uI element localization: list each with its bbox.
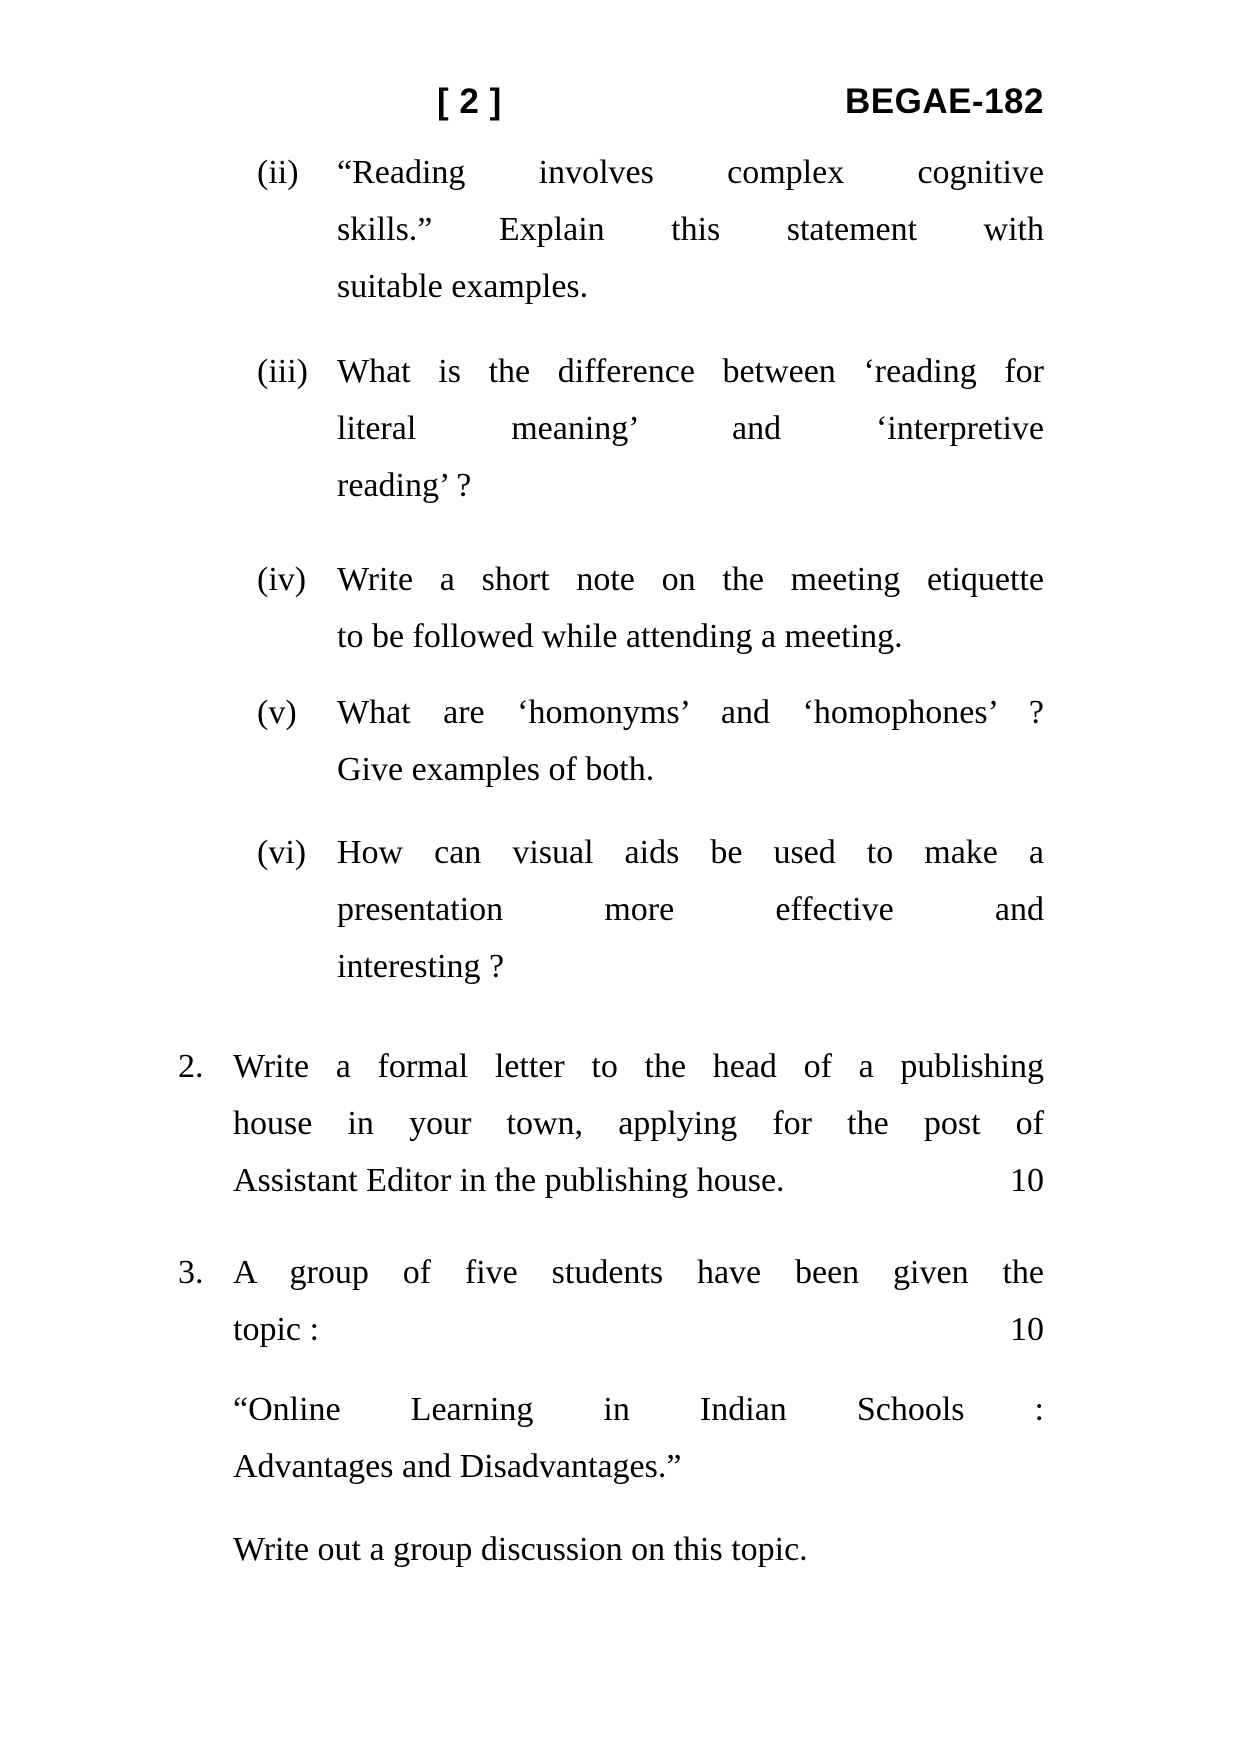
- closing-instruction: [233, 1521, 1044, 1578]
- question-line: presentation more effective and: [337, 891, 1044, 928]
- marks-value: 10: [1010, 1311, 1044, 1348]
- subquestion-text: [337, 824, 1044, 995]
- discussion-topic-quote: [233, 1381, 1044, 1495]
- question-line: to be followed while attending a meeting.: [337, 618, 903, 655]
- question-line: topic :: [233, 1311, 319, 1348]
- question-line: literal meaning’ and ‘interpretive: [337, 410, 1044, 447]
- question-number: 2.: [178, 1048, 204, 1085]
- subquestion-ii: [257, 144, 1044, 315]
- subquestion-marker: (iv): [257, 561, 307, 598]
- question-line: skills.” Explain this statement with: [337, 211, 1044, 248]
- topic-line: Advantages and Disadvantages.”: [233, 1448, 682, 1485]
- page-number: [ 2 ]: [437, 82, 502, 121]
- question-text: [233, 1038, 1044, 1209]
- question-line: Give examples of both.: [337, 751, 655, 788]
- instruction-line: Write out a group discussion on this topic.: [233, 1531, 808, 1568]
- question-number: 3.: [178, 1254, 204, 1291]
- subquestion-iii: [257, 343, 1044, 514]
- question-line: How can visual aids be used to make a: [337, 834, 1044, 871]
- question-line: A group of five students have been given the: [233, 1254, 1044, 1291]
- question-text: [233, 1244, 1044, 1358]
- subquestion-marker: (ii): [257, 154, 299, 191]
- question-line: Write a short note on the meeting etiquette: [337, 561, 1044, 598]
- question-line: house in your town, applying for the post of: [233, 1105, 1044, 1142]
- question-line: What is the difference between ‘reading for: [337, 353, 1044, 390]
- subquestion-marker: (vi): [257, 834, 307, 871]
- subquestion-iv: [257, 551, 1044, 665]
- question-line: interesting ?: [337, 948, 505, 985]
- subquestion-v: [257, 684, 1044, 798]
- subquestion-marker: (iii): [257, 353, 308, 390]
- marks-value: 10: [1010, 1162, 1044, 1199]
- question-line: “Reading involves complex cognitive: [337, 154, 1044, 191]
- subquestion-marker: (v): [257, 694, 297, 731]
- subquestion-vi: [257, 824, 1044, 995]
- subquestion-text: [337, 551, 1044, 665]
- topic-line: “Online Learning in Indian Schools :: [233, 1391, 1044, 1428]
- question-line: What are ‘homonyms’ and ‘homophones’ ?: [337, 694, 1044, 731]
- question-line: Assistant Editor in the publishing house.: [233, 1162, 785, 1199]
- subquestion-text: [337, 144, 1044, 315]
- subquestion-text: [337, 343, 1044, 514]
- question-line: reading’ ?: [337, 467, 472, 504]
- question-line: Write a formal letter to the head of a publishing: [233, 1048, 1044, 1085]
- course-code: BEGAE-182: [844, 82, 1044, 121]
- subquestion-text: [337, 684, 1044, 798]
- question-line: suitable examples.: [337, 268, 589, 305]
- question-2: [178, 1038, 1044, 1209]
- question-3: [178, 1244, 1044, 1358]
